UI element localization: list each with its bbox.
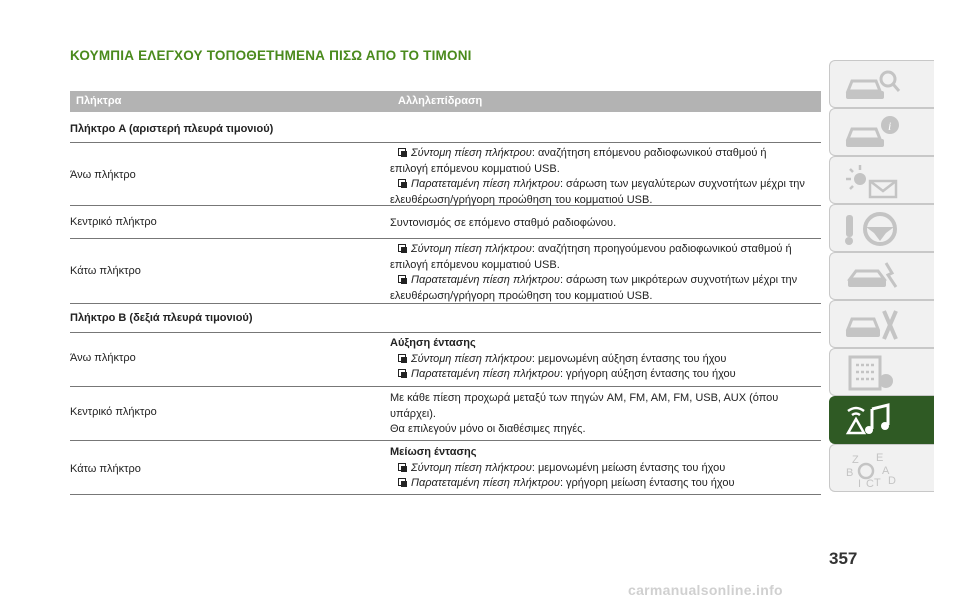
tab-getting-to-know[interactable] — [829, 60, 934, 108]
watermark: carmanualsonline.info — [628, 582, 783, 598]
bullet-icon — [398, 275, 407, 284]
tab-warning-lights[interactable] — [829, 156, 934, 204]
volume-up-heading: Αύξηση έντασης — [390, 337, 476, 349]
row-label: Κάτω πλήκτρο — [70, 265, 141, 277]
page-title: ΚΟΥΜΠΙΑ ΕΛΕΓΧΟΥ ΤΟΠΟΘΕΤΗΜΕΝΑ ΠΙΣΩ ΑΠΟ ΤΟ ΤΙΜΟΝΙ — [70, 48, 472, 63]
table-row — [70, 387, 821, 441]
tab-servicing[interactable] — [829, 348, 934, 396]
index-letter: E — [876, 452, 884, 464]
row-label: Άνω πλήκτρο — [70, 169, 136, 181]
car-service-icon — [842, 305, 902, 345]
bullet-icon — [398, 478, 407, 487]
bullet-icon — [398, 148, 407, 157]
table-header — [70, 91, 821, 112]
section-b-row — [70, 304, 821, 333]
row-description: Σύντομη πίεση πλήκτρου: αναζήτηση προηγούμενου ραδιοφωνικού σταθμού ή επιλογή επόμενου κομματιού USB. Παρατεταμένη πίεση πλήκτρου: σάρωση των μικρότερων συχνοτήτων μέχρι την ελευθέρωση/γρήγορη προώθηση του κομματιού USB. — [390, 243, 798, 302]
index-letter: B — [846, 467, 854, 479]
index-letter: A — [882, 465, 890, 477]
info-letter: i — [888, 119, 892, 133]
index-letter: T — [874, 477, 881, 489]
multimedia-icon — [842, 401, 902, 441]
index-letter: C — [866, 478, 874, 489]
bullet-icon — [398, 463, 407, 472]
bullet-icon — [398, 354, 407, 363]
row-label: Κεντρικό πλήκτρο — [70, 406, 157, 418]
section-a-row — [70, 112, 821, 143]
section-b-title: Πλήκτρο B (δεξιά πλευρά τιμονιού) — [70, 312, 253, 324]
index-letter: D — [888, 475, 896, 487]
row-label: Άνω πλήκτρο — [70, 352, 136, 364]
row-description: Συντονισμός σε επόμενο σταθμό ραδιοφώνου. — [390, 217, 617, 229]
specifications-icon — [842, 353, 902, 393]
table-row — [70, 441, 821, 495]
bullet-icon — [398, 369, 407, 378]
row-description: Με κάθε πίεση προχωρά μεταξύ των πηγών AM, FM, AM, FM, USB, AUX (όπου υπάρχει). Θα επιλεγούν μόνο οι διαθέσιμες πηγές. — [390, 392, 779, 435]
row-label: Κάτω πλήκτρο — [70, 463, 141, 475]
table-row — [70, 206, 821, 239]
row-description: Σύντομη πίεση πλήκτρου: αναζήτηση επόμενου ραδιοφωνικού σταθμού ή επιλογή επόμενου κομματιού USB. Παρατεταμένη πίεση πλήκτρου: σάρωση των μεγαλύτερων συχνοτήτων μέχρι την ελευθέρωση/γρήγορη προώθηση του κομματιού USB. — [390, 147, 805, 206]
table-row — [70, 239, 821, 304]
car-info-icon — [842, 113, 902, 153]
table-row — [70, 143, 821, 206]
row-description: Μείωση έντασης Σύντομη πίεση πλήκτρου: μεμονωμένη μείωση έντασης του ήχου Παρατεταμένη πίεση πλήκτρου: γρήγορη μείωση έντασης του ήχου — [390, 445, 820, 492]
car-search-icon — [842, 65, 902, 105]
page-number: 357 — [829, 549, 858, 568]
row-label: Κεντρικό πλήκτρο — [70, 216, 157, 228]
car-crash-icon — [842, 257, 902, 297]
bullet-icon — [398, 244, 407, 253]
steering-wheel-icon — [842, 209, 902, 249]
tab-dashboard[interactable] — [829, 108, 934, 156]
tab-safety[interactable] — [829, 204, 934, 252]
section-a-title: Πλήκτρο A (αριστερή πλευρά τιμονιού) — [70, 123, 274, 135]
warning-lights-icon — [842, 161, 902, 201]
tab-multimedia[interactable] — [829, 396, 934, 444]
tab-emergency[interactable] — [829, 300, 934, 348]
index-icon — [842, 449, 902, 489]
table-row — [70, 333, 821, 387]
header-interaction: Αλληλεπίδραση — [398, 95, 483, 107]
bullet-icon — [398, 179, 407, 188]
volume-down-heading: Μείωση έντασης — [390, 446, 477, 458]
index-letter: Z — [852, 454, 859, 466]
header-keys: Πλήκτρα — [76, 95, 122, 107]
row-description: Αύξηση έντασης Σύντομη πίεση πλήκτρου: μεμονωμένη αύξηση έντασης του ήχου Παρατεταμένη πίεση πλήκτρου: γρήγορη αύξηση έντασης του ήχου — [390, 336, 820, 383]
index-letter: I — [858, 478, 862, 489]
tab-starting-driving[interactable] — [829, 252, 934, 300]
tab-index[interactable] — [829, 444, 934, 492]
